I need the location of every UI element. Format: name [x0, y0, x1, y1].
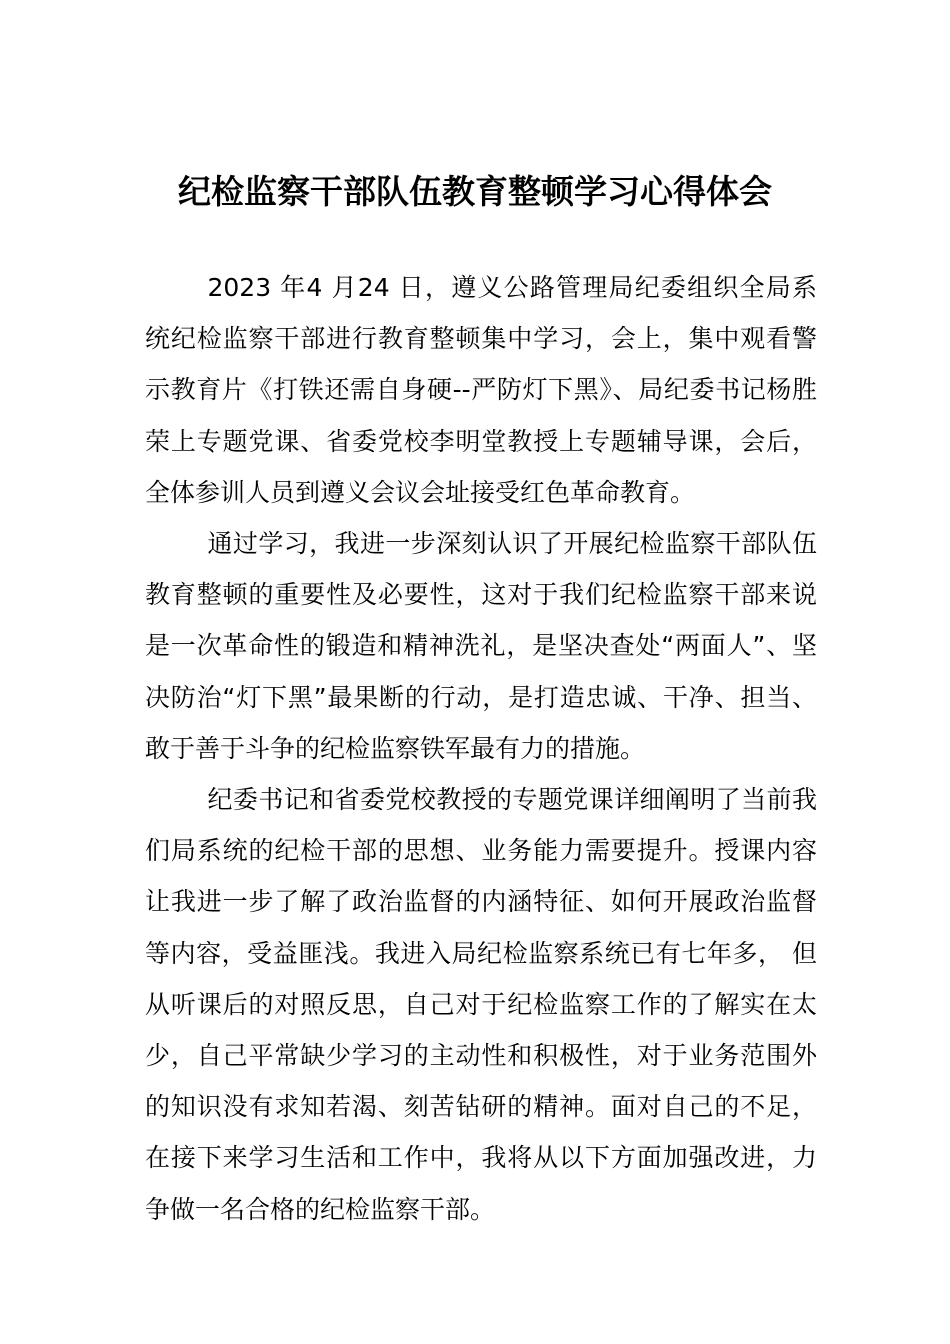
paragraph-1: 2023 年4 月24 日，遵义公路管理局纪委组织全局系统纪检监察干部进行教育整顿集中学习，会上，集中观看警示教育片《打铁还需自身硬--严防灯下黑》、局纪委书记杨胜荣上专题党课、省委党校李明堂教授上专题辅导课，会后， 全体参训人员到遵义会议会址接受红色革命教育。: [145, 273, 817, 507]
document-title: 纪检监察干部队伍教育整顿学习心得体会: [178, 172, 772, 211]
paragraph-3: 纪委书记和省委党校教授的专题党课详细阐明了当前我们局系统的纪检干部的思想、业务能力需要提升。授课内容让我进一步了解了政治监督的内涵特征、如何开展政治监督等内容，受益匪浅。我进入局纪检监察系统已有七年多， 但从听课后的对照反思，自己对于纪检监察工作的了解实在太少，自己平常缺少学习的主动性和积极性，对于业务范围外的知识没有求知若渴、刻苦钻研的精神。面对自己的不足， 在接下来学习生活和工作中，我将从以下方面加强改进，力争做一名合格的纪检监察干部。: [145, 785, 817, 1224]
paragraph-2: 通过学习，我进一步深刻认识了开展纪检监察干部队伍教育整顿的重要性及必要性，这对于我们纪检监察干部来说是一次革命性的锻造和精神洗礼，是坚决查处“两面人”、坚决防治“灯下黑”最果断的行动，是打造忠诚、干净、担当、敢于善于斗争的纪检监察铁军最有力的措施。: [145, 529, 817, 763]
document-body: [145, 262, 817, 1235]
